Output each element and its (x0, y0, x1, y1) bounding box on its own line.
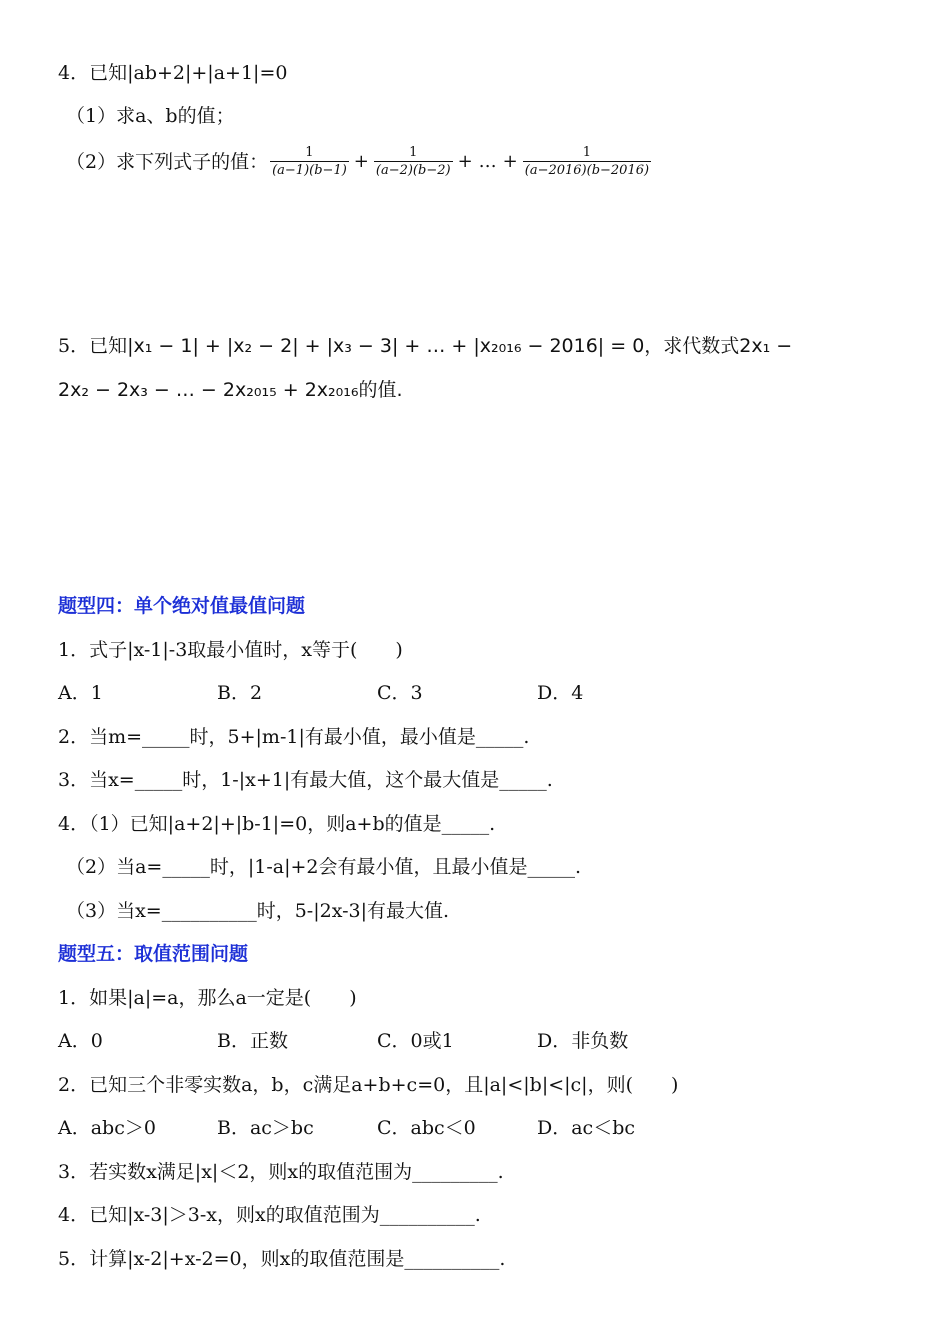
s4-question-3: 3．当x=_____时，1-|x+1|有最大值，这个最大值是_____. (58, 769, 553, 791)
s5-question-3: 3．若实数x满足|x|＜2，则x的取值范围为_________. (58, 1161, 504, 1183)
s5-question-5: 5．计算|x-2|+x-2=0，则x的取值范围是__________. (58, 1248, 506, 1270)
s5-q2-option-b: B．ac＞bc (217, 1117, 314, 1139)
s5-q1-option-b: B．正数 (217, 1030, 288, 1052)
s5-q1-option-d: D．非负数 (537, 1030, 629, 1052)
s4-q1-option-d: D．4 (537, 682, 584, 704)
plus-sign: + (457, 150, 473, 172)
section-4-title: 题型四：单个绝对值最值问题 (58, 595, 306, 617)
fraction-1-numerator: 1 (305, 145, 314, 160)
fraction-1-denominator: (a−1)(b−1) (272, 163, 347, 178)
problem-5-line-1 (58, 333, 792, 359)
fraction-3-numerator: 1 (582, 145, 592, 160)
s4-q1-option-a: A．1 (58, 682, 103, 704)
s5-q2-option-c: C．abc＜0 (377, 1117, 476, 1139)
s4-question-2: 2．当m=_____时，5+|m-1|有最小值，最小值是_____. (58, 726, 530, 748)
fraction-2-numerator: 1 (409, 145, 418, 160)
plus-sign: + (502, 150, 518, 172)
problem-4-stem: 4．已知|ab+2|+|a+1|=0 (58, 62, 288, 84)
s4-question-4: 4．（1）已知|a+2|+|b-1|=0，则a+b的值是_____. (58, 813, 496, 835)
s5-q1-option-c: C．0或1 (377, 1030, 454, 1052)
s5-question-2: 2．已知三个非零实数a，b，c满足a+b+c=0，且|a|<|b|<|c|，则( ) (58, 1074, 679, 1096)
s4-q1-option-b: B．2 (217, 682, 263, 704)
fraction-1 (270, 145, 349, 178)
problem-4-part-2 (66, 145, 653, 178)
section-5-title: 题型五：取值范围问题 (58, 943, 249, 965)
s4-question-4-part-2: （2）当a=_____时，|1-a|+2会有最小值，且最小值是_____. (66, 856, 582, 878)
s5-q2-option-a: A．abc＞0 (58, 1117, 156, 1139)
problem-5-equation: |x₁ − 1| + |x₂ − 2| + |x₃ − 3| + … + |x₂₀₁₆ − 2016| = 0，求代数式2x₁ − (127, 335, 793, 357)
s5-question-1: 1．如果|a|=a，那么a一定是( ) (58, 987, 357, 1009)
problem-4-part-1: （1）求a、b的值； (66, 105, 235, 127)
plus-sign: + (353, 150, 369, 172)
s4-question-1: 1．式子|x-1|-3取最小值时，x等于( ) (58, 639, 403, 661)
ellipsis: … (478, 150, 497, 172)
problem-5-prefix: 5．已知 (58, 335, 128, 357)
fraction-3 (523, 145, 651, 178)
s4-q1-option-c: C．3 (377, 682, 423, 704)
s5-q1-option-a: A．0 (58, 1030, 103, 1052)
s4-question-4-part-3: （3）当x=__________时，5-|2x-3|有最大值. (66, 900, 450, 922)
problem-4-part-2-label: （2）求下列式子的值： (66, 150, 269, 173)
fraction-2 (374, 145, 453, 178)
s5-question-4: 4．已知|x-3|＞3-x，则x的取值范围为__________. (58, 1204, 481, 1226)
fraction-3-denominator: (a−2016)(b−2016) (524, 163, 650, 178)
fraction-2-denominator: (a−2)(b−2) (375, 163, 451, 178)
s5-q2-option-d: D．ac＜bc (537, 1117, 636, 1139)
problem-5-line-2: 2x₂ − 2x₃ − … − 2x₂₀₁₅ + 2x₂₀₁₆的值. (58, 379, 403, 401)
